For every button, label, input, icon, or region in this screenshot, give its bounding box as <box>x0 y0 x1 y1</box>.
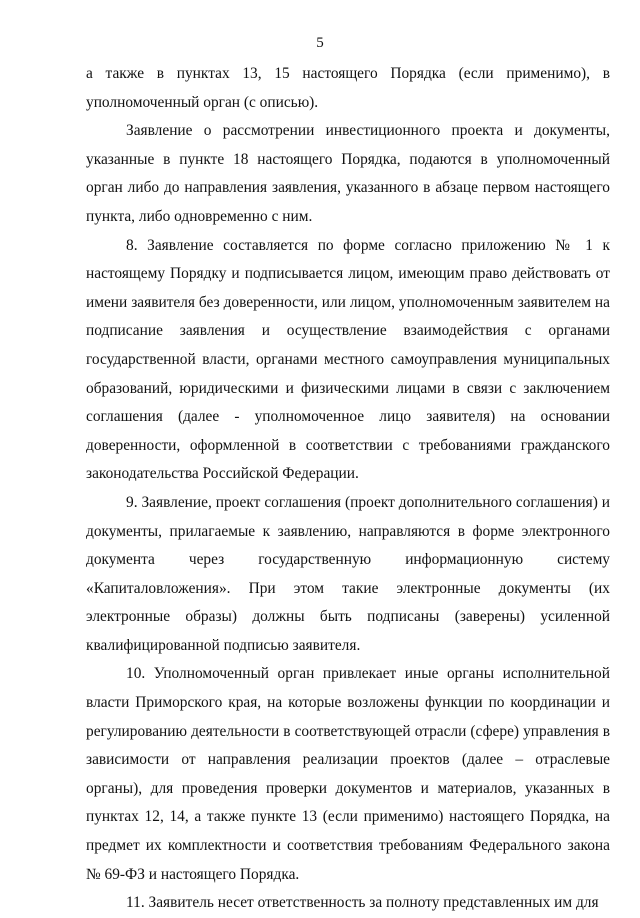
paragraph-item-10: 10. Уполномоченный орган привлекает иные органы исполнительной власти Приморского края, на которые возложены функции по координации и регулированию деятельности в соответствующей отрасли (сфере) управления в зависимости от направления реализации проектов (далее – отраслевые органы), для проведения проверки документов и материалов, указанных в пунктах 12, 14, а также пункте 13 (если применимо) настоящего Порядка, на предмет их комплектности и соответствия требованиям Федерального закона № 69-ФЗ и настоящего Порядка. <box>86 665 610 883</box>
paragraph-item-11: 11. Заявитель несет ответственность за полноту представленных им для <box>126 894 599 912</box>
paragraph-continuation: а также в пунктах 13, 15 настоящего Порядка (если применимо), в уполномоченный орган (с описью). <box>86 65 610 111</box>
page-number: 5 <box>316 35 324 51</box>
paragraph-item-9: 9. Заявление, проект соглашения (проект дополнительного соглашения) и документы, прилагаемые к заявлению, направляются в форме электронного документа через государственную информационную систему «Капиталовложения». При этом такие электронные документы (их электронные образы) должны быть подписаны (заверены) усиленной квалифицированной подписью заявителя. <box>86 493 610 654</box>
paragraph-application-review: Заявление о рассмотрении инвестиционного проекта и документы, указанные в пункте 18 настоящего Порядка, подаются в уполномоченный орган либо до направления заявления, указанного в абзаце первом настоящего пункта, либо одновременно с ним. <box>86 122 610 225</box>
document-body <box>86 60 610 918</box>
paragraph-item-8: 8. Заявление составляется по форме согласно приложению № 1 к настоящему Порядку и подписывается лицом, имеющим право действовать от имени заявителя без доверенности, или лицом, уполномоченным заявителем на подписание заявления и осуществление взаимодействия с органами государственной власти, органами местного самоуправления муниципальных образований, юридическими и физическими лицами в связи с заключением соглашения (далее - уполномоченное лицо заявителя) на основании доверенности, оформленной в соответствии с требованиями гражданского законодательства Российской Федерации. <box>86 236 610 483</box>
